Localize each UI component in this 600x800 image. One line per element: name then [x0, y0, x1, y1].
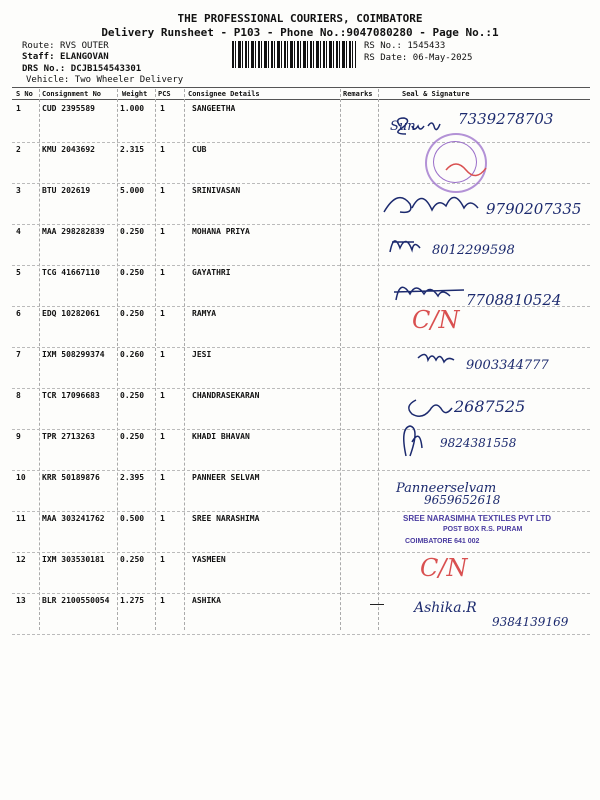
- cell-consignee: JESI: [192, 350, 212, 359]
- cell-consignment: KMU 2043692: [42, 145, 95, 154]
- cell-consignee: SREE NARASHIMA: [192, 514, 260, 523]
- cell-pcs: 1: [160, 350, 165, 359]
- cell-sno: 11: [16, 514, 26, 523]
- runsheet-subtitle: Delivery Runsheet - P103 - Phone No.:9047080280 - Page No.:1: [101, 26, 499, 39]
- svg-text:9659652618: 9659652618: [424, 493, 501, 507]
- svg-text:9790207335: 9790207335: [486, 200, 582, 218]
- cell-weight: 0.500: [120, 514, 145, 523]
- signature-row-13: [380, 594, 590, 630]
- cell-weight: 2.395: [120, 473, 145, 482]
- cell-consignee: CHANDRASEKARAN: [192, 391, 260, 400]
- cell-sno: 13: [16, 596, 26, 605]
- svg-text:Sun: Sun: [390, 119, 416, 134]
- svg-text:7708810524: 7708810524: [466, 291, 562, 308]
- row-divider: [12, 470, 590, 471]
- cn-mark: C/N: [420, 554, 468, 582]
- row-divider: [12, 634, 590, 635]
- col-header-remarks: Remarks: [343, 90, 373, 98]
- cell-sno: 12: [16, 555, 26, 564]
- svg-text:Ashika.R: Ashika.R: [414, 600, 477, 616]
- cell-sno: 10: [16, 473, 26, 482]
- cell-consignee: CUB: [192, 145, 207, 154]
- row-divider: [12, 224, 590, 225]
- row-divider: [12, 265, 590, 266]
- svg-text:8012299598: 8012299598: [432, 243, 515, 258]
- cell-sno: 5: [16, 268, 21, 277]
- cell-consignee: MOHANA PRIYA: [192, 227, 250, 236]
- cell-pcs: 1: [160, 227, 165, 236]
- vehicle-field: Vehicle: Two Wheeler Delivery: [26, 75, 184, 85]
- cn-mark: C/N: [412, 306, 460, 334]
- row-divider: [12, 142, 590, 143]
- svg-text:7339278703: 7339278703: [458, 110, 554, 128]
- col-header-pcs: PCS: [158, 90, 171, 98]
- cell-consignment: MAA 303241762: [42, 514, 105, 523]
- cell-pcs: 1: [160, 555, 165, 564]
- svg-text:9384139169: 9384139169: [492, 615, 569, 629]
- cell-pcs: 1: [160, 432, 165, 441]
- cell-weight: 0.250: [120, 555, 145, 564]
- cell-pcs: 1: [160, 104, 165, 113]
- rs-date-field: RS Date: 06-May-2025: [364, 53, 473, 63]
- cell-consignment: KRR 50189876: [42, 473, 100, 482]
- col-header-consignment: Consignment No: [42, 90, 102, 98]
- cell-consignment: TPR 2713263: [42, 432, 95, 441]
- route-field: Route: RVS OUTER: [22, 41, 109, 51]
- drs-field: DRS No.: DCJB154543301: [22, 64, 142, 74]
- cell-weight: 0.250: [120, 309, 145, 318]
- cell-consignment: IXM 303530181: [42, 555, 105, 564]
- cell-consignee: SANGEETHA: [192, 104, 236, 113]
- cell-pcs: 1: [160, 473, 165, 482]
- cell-consignment: IXM 508299374: [42, 350, 105, 359]
- col-header-consignee: Consignee Details: [188, 90, 260, 98]
- signature-row-5: [380, 272, 590, 308]
- cell-weight: 5.000: [120, 186, 145, 195]
- cell-weight: 2.315: [120, 145, 145, 154]
- cell-pcs: 1: [160, 309, 165, 318]
- svg-text:2687525: 2687525: [454, 397, 526, 416]
- cell-pcs: 1: [160, 145, 165, 154]
- table-top-rule: [12, 87, 590, 88]
- cell-pcs: 1: [160, 268, 165, 277]
- barcode: [232, 41, 356, 68]
- cell-consignee: GAYATHRI: [192, 268, 231, 277]
- row-divider: [12, 552, 590, 553]
- cell-consignment: TCG 41667110: [42, 268, 100, 277]
- svg-text:9824381558: 9824381558: [440, 436, 517, 450]
- signature-row-10: [380, 472, 590, 508]
- cell-weight: 0.260: [120, 350, 145, 359]
- cell-consignment: EDQ 10282061: [42, 309, 100, 318]
- col-header-sno: S No: [16, 90, 33, 98]
- cell-consignee: ASHIKA: [192, 596, 221, 605]
- cell-sno: 2: [16, 145, 21, 154]
- cell-consignment: CUD 2395589: [42, 104, 95, 113]
- signature-row-8: [380, 386, 590, 422]
- company-title: THE PROFESSIONAL COURIERS, COIMBATORE: [177, 12, 423, 25]
- col-header-weight: Weight: [122, 90, 148, 98]
- company-stamp: SREE NARASIMHA TEXTILES PVT LTD POST BOX R.S. PURAM COIMBATORE 641 002: [403, 514, 552, 545]
- cell-weight: 0.250: [120, 227, 145, 236]
- cell-sno: 1: [16, 104, 21, 113]
- signature-row-7: [380, 344, 590, 380]
- cell-consignee: YASMEEN: [192, 555, 226, 564]
- signature-row-3: [380, 182, 590, 218]
- cell-weight: 0.250: [120, 432, 145, 441]
- cell-consignee: PANNEER SELVAM: [192, 473, 260, 482]
- cell-consignment: BLR 2100550054: [42, 596, 110, 605]
- rs-no-field: RS No.: 1545433: [364, 41, 446, 51]
- table-row: [0, 555, 600, 596]
- signature-row-9: [380, 422, 590, 458]
- cell-pcs: 1: [160, 514, 165, 523]
- cell-consignment: TCR 17096683: [42, 391, 100, 400]
- seal-mark: [380, 150, 590, 186]
- signature-row-4: [380, 226, 590, 262]
- svg-text:Panneerselvam: Panneerselvam: [396, 481, 497, 496]
- cell-sno: 3: [16, 186, 21, 195]
- cell-consignee: KHADI BHAVAN: [192, 432, 250, 441]
- cell-pcs: 1: [160, 186, 165, 195]
- cell-consignment: BTU 202619: [42, 186, 91, 195]
- cell-consignee: RAMYA: [192, 309, 217, 318]
- svg-text:9003344777: 9003344777: [466, 358, 549, 373]
- cell-weight: 1.000: [120, 104, 145, 113]
- header-bottom-rule: [12, 99, 590, 100]
- cell-consignee: SRINIVASAN: [192, 186, 241, 195]
- cell-sno: 8: [16, 391, 21, 400]
- signature-row-1-name: [390, 104, 420, 140]
- cell-sno: 6: [16, 309, 21, 318]
- cell-weight: 1.275: [120, 596, 145, 605]
- cell-sno: 9: [16, 432, 21, 441]
- cell-sno: 4: [16, 227, 21, 236]
- cell-pcs: 1: [160, 391, 165, 400]
- cell-consignment: MAA 298282839: [42, 227, 105, 236]
- cell-sno: 7: [16, 350, 21, 359]
- cell-weight: 0.250: [120, 268, 145, 277]
- cell-pcs: 1: [160, 596, 165, 605]
- staff-field: Staff: ELANGOVAN: [22, 52, 109, 62]
- col-header-seal: Seal & Signature: [402, 90, 470, 98]
- cell-weight: 0.250: [120, 391, 145, 400]
